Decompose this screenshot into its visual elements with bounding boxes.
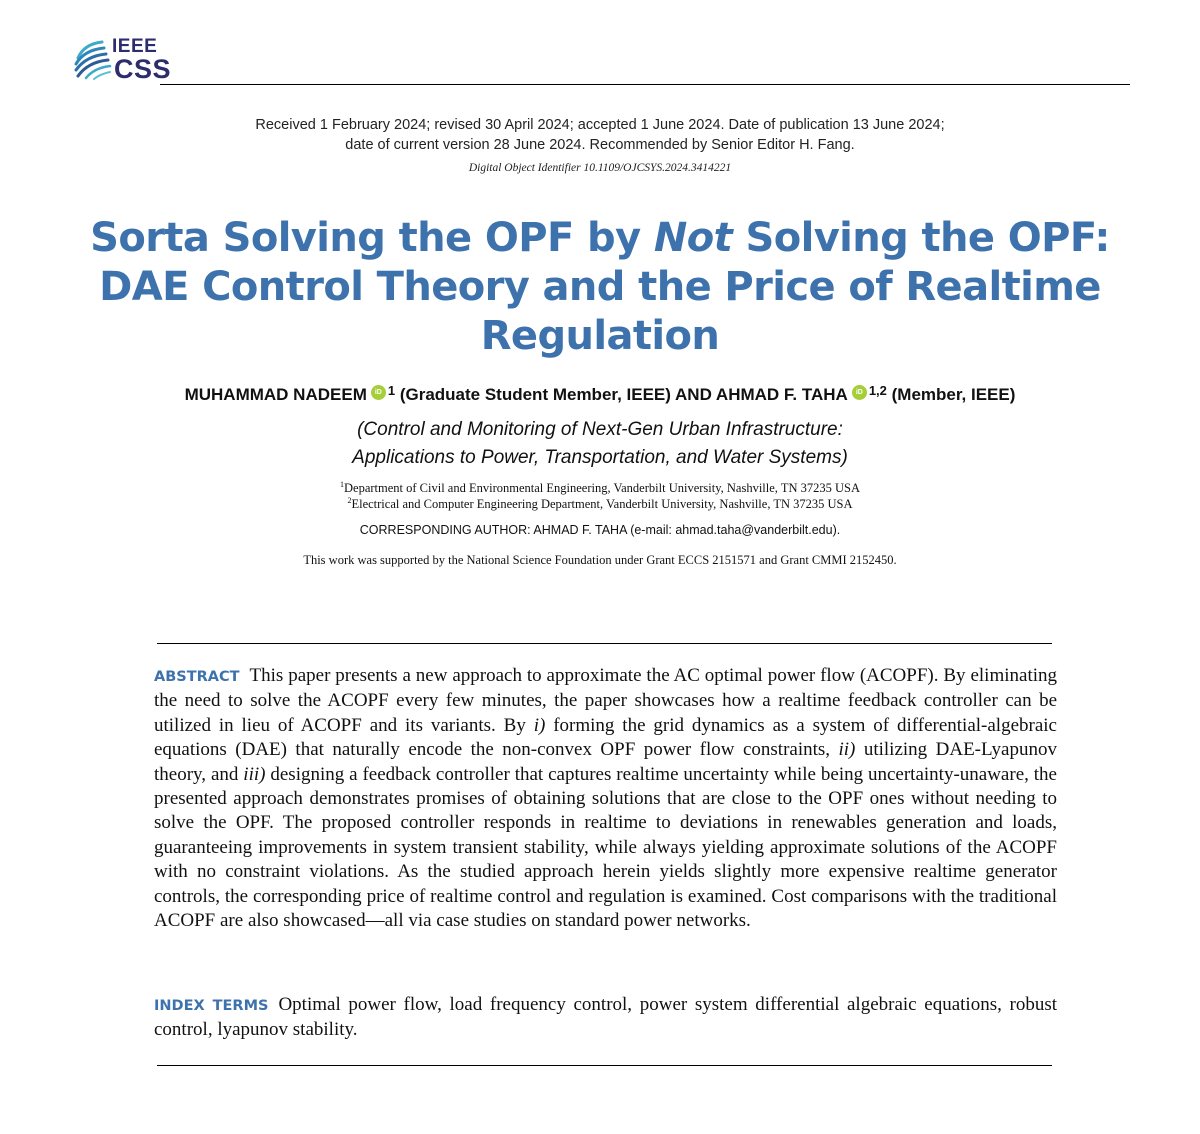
title-line-1: Sorta Solving the OPF by Not Solving the OPF: — [90, 215, 1110, 261]
title-line-3: Regulation — [480, 313, 720, 359]
author-1-name: MUHAMMAD NADEEM — [184, 385, 367, 404]
special-issue-line-2: Applications to Power, Transportation, and Water Systems) — [352, 447, 848, 468]
author-1-affil: 1 — [387, 383, 396, 398]
orcid-icon[interactable]: iD — [852, 385, 867, 400]
doi: Digital Object Identifier 10.1109/OJCSYS.2024.3414221 — [468, 162, 732, 174]
logo-css-text: CSS — [114, 54, 172, 84]
abstract-top-rule — [157, 643, 1052, 644]
author-line — [0, 383, 1200, 405]
logo-ieee-text: IEEE — [112, 36, 158, 57]
grant-acknowledgement: This work was supported by the National Science Foundation under Grant ECCS 2151571 and Grant CMMI 2152450. — [303, 553, 897, 567]
abstract-label: ABSTRACT — [154, 669, 240, 685]
header-rule — [160, 84, 1130, 85]
ieee-css-swirl-logo-icon — [72, 34, 114, 80]
author-2-role: (Member, IEEE) — [886, 385, 1016, 404]
special-issue-line-1: (Control and Monitoring of Next-Gen Urban Infrastructure: — [357, 419, 843, 440]
author-2-affil: 1,2 — [868, 383, 887, 398]
title-line-2: DAE Control Theory and the Price of Realtime — [99, 264, 1101, 310]
dates-line-1: Received 1 February 2024; revised 30 April 2024; accepted 1 June 2024. Date of publication 13 June 2024; — [255, 117, 945, 133]
corresponding-author: CORRESPONDING AUTHOR: AHMAD F. TAHA (e-mail: ahmad.taha@vanderbilt.edu). — [359, 523, 841, 537]
abstract-bottom-rule — [157, 1065, 1052, 1066]
index-terms: INDEX TERMS Optimal power flow, load frequency control, power system differential algebraic equations, robust control, lyapunov stability. — [154, 994, 1057, 1041]
affiliation-1: $^1$Department of Civil and Environmental Engineering, Vanderbilt University, Nashville, TN 37235 USA — [340, 480, 860, 495]
paper-title — [60, 214, 1140, 361]
index-terms-label: INDEX TERMS — [154, 998, 269, 1014]
ieee-css-logo — [72, 34, 182, 84]
author-1-role: (Graduate Student Member, IEEE) AND AHMAD F. TAHA — [395, 385, 848, 404]
orcid-icon[interactable]: iD — [371, 385, 386, 400]
dates-line-2: date of current version 28 June 2024. Recommended by Senior Editor H. Fang. — [345, 137, 855, 153]
abstract: ABSTRACT This paper presents a new approach to approximate the AC optimal power flow (ACOPF). By eliminating the need to solve the ACOPF every few minutes, the paper showcases how a realtime feedback controller can be utilized in lieu of ACOPF and its variants. By i) forming the grid dynamics as a system of differential-algebraic equations (DAE) that naturally encode the non-convex OPF power flow constraints, ii) utilizing DAE-Lyapunov theory, and iii) designing a feedback controller that captures realtime uncertainty while being uncertainty-unaware, the presented approach demonstrates promises of obtaining solutions that are close to the OPF ones without needing to solve the OPF. The proposed controller responds in realtime to deviations in renewables generation and loads, guaranteeing improvements in system transient stability, while always yielding approximate solutions of the ACOPF with no constraint violations. As the studied approach herein yields slightly more expensive realtime generator controls, the corresponding price of realtime control and regulation is examined. Cost comparisons with the traditional ACOPF are also showcased—all via case studies on standard power networks. — [154, 665, 1057, 932]
affiliation-2: $^2$Electrical and Computer Engineering Department, Vanderbilt University, Nashville, TN 37235 USA — [347, 496, 853, 511]
